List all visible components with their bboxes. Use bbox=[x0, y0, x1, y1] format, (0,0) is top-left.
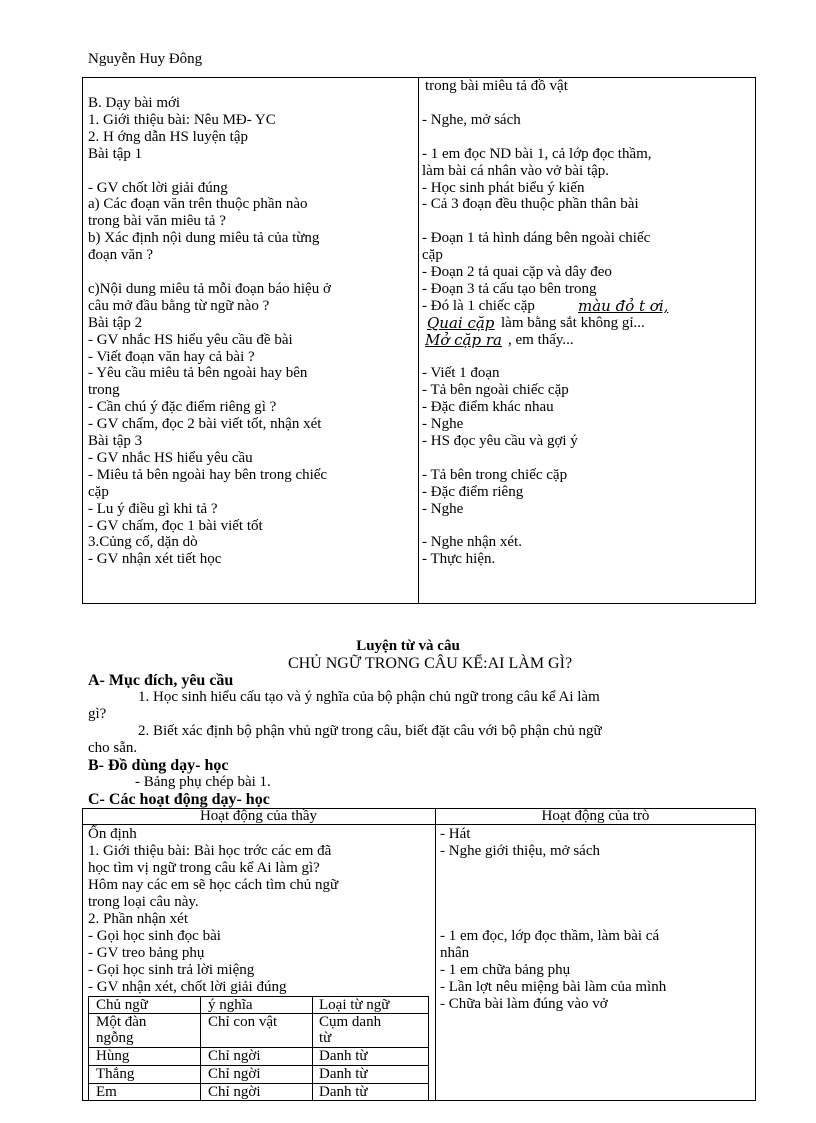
handwritten-phrase: màu đỏ t ơi, bbox=[578, 296, 669, 315]
table-2-left-line: - Gọi học sinh đọc bài bbox=[88, 928, 221, 944]
table-2-head-teacher: Hoạt động của thầy bbox=[199, 808, 318, 824]
table-2-head-student: Hoạt động của trò bbox=[541, 808, 650, 824]
table-1-right-line: - Nghe bbox=[422, 500, 464, 517]
table-1-right-line: - 1 em đọc ND bài 1, cả lớp đọc thầm, bbox=[422, 145, 652, 162]
subject-table-cell: Hùng bbox=[96, 1048, 130, 1064]
table-1-right-line: - Đó là 1 chiếc cặp bbox=[422, 297, 535, 314]
table-2-left-line: Hôm nay các em sẽ học cách tìm chủ ngữ bbox=[88, 877, 339, 893]
subject-table-cell: Chỉ con vật bbox=[208, 1014, 278, 1030]
table-1-right-line: - Đặc điểm khác nhau bbox=[422, 399, 554, 416]
table-2-right-line: - Lần lợt nêu miệng bài làm của mình bbox=[440, 979, 667, 995]
table-1-right-top-line: trong bài miêu tả đồ vật bbox=[425, 78, 568, 94]
table-1-right-line: - Tả bên ngoài chiếc cặp bbox=[422, 382, 569, 399]
table-2-right-line: - 1 em đọc, lớp đọc thầm, làm bài cá bbox=[440, 928, 660, 944]
table-1-left-line: - GV chốt lời giải đúng bbox=[88, 179, 228, 196]
table-2-header-line bbox=[82, 824, 756, 825]
table-1-left-line: câu mở đầu bằng từ ngữ nào ? bbox=[88, 297, 270, 314]
table-1-right-line: - HS đọc yêu cầu và gợi ý bbox=[422, 433, 578, 449]
subject-table-cell: ngỗng bbox=[96, 1030, 134, 1046]
subject-table-cell: từ bbox=[319, 1030, 332, 1046]
table-2-left-line: 2. Phần nhận xét bbox=[88, 911, 188, 927]
table-1-left-line: - Cần chú ý đặc điểm riêng gì ? bbox=[88, 399, 277, 416]
table-1-left-line: trong bài văn miêu tả ? bbox=[88, 213, 226, 230]
table-1-right-line: - Học sinh phát biểu ý kiến bbox=[422, 179, 585, 196]
table-2-right-line: - Nghe giới thiệu, mở sách bbox=[440, 843, 600, 859]
subject-table-cell: Danh từ bbox=[319, 1066, 368, 1082]
table-2-left-line: - GV treo bảng phụ bbox=[88, 945, 205, 961]
table-1-right-line: - Nghe, mở sách bbox=[422, 111, 521, 128]
table-1-left-line: - Miêu tả bên ngoài hay bên trong chiếc bbox=[88, 466, 328, 483]
table-1-divider bbox=[418, 77, 419, 604]
table-1-left-line: - GV nhắc HS hiểu yêu cầu bbox=[88, 449, 253, 466]
lesson-subject: Luyện từ và câu bbox=[356, 638, 460, 654]
table-1-left-line: b) Xác định nội dung miêu tả của từng bbox=[88, 230, 320, 247]
table-2-right-line: - Chữa bài làm đúng vào vở bbox=[440, 996, 608, 1012]
table-1-right-line: , em thấy... bbox=[508, 331, 574, 348]
table-2-left-line: - GV nhận xét, chốt lời giải đúng bbox=[88, 979, 287, 995]
table-1-right-line: - Nghe nhận xét. bbox=[422, 534, 522, 551]
table-1-left-line: B. Dạy bài mới bbox=[88, 95, 181, 111]
table-1-left-line: Bài tập 3 bbox=[88, 433, 143, 449]
table-1-left-line: - Yêu cầu miêu tả bên ngoài hay bên bbox=[88, 365, 308, 382]
objective-2-cont: cho sẵn. bbox=[88, 740, 138, 756]
table-2-right-line: - Hát bbox=[440, 826, 471, 842]
table-2-left-line: trong loại câu này. bbox=[88, 894, 199, 910]
subject-table-cell: Em bbox=[96, 1084, 117, 1100]
table-1-right-line: - Đoạn 2 tả quai cặp và dây đeo bbox=[422, 264, 612, 280]
table-2-right-line: nhân bbox=[440, 945, 470, 961]
subject-table-cell: Danh từ bbox=[319, 1084, 368, 1100]
subject-table-col-2 bbox=[312, 996, 313, 1101]
table-1-left-line: - GV nhắc HS hiểu yêu cầu đề bài bbox=[88, 331, 293, 348]
table-1-left-line: - GV chấm, đọc 2 bài viết tốt, nhận xét bbox=[88, 416, 322, 433]
objective-1: 1. Học sinh hiểu cấu tạo và ý nghĩa của bộ phận chủ ngữ trong câu kể Ai làm bbox=[138, 689, 600, 705]
table-1-left-line: cặp bbox=[88, 483, 109, 500]
handwritten-phrase: Mở cặp ra bbox=[425, 330, 502, 349]
table-1-right-line: - Tả bên trong chiếc cặp bbox=[422, 466, 568, 483]
table-1-left-line: 1. Giới thiệu bài: Nêu MĐ- YC bbox=[88, 111, 276, 128]
table-1-left-line: đoạn văn ? bbox=[88, 247, 153, 264]
table-1-right-line: - Cả 3 đoạn đều thuộc phần thân bài bbox=[422, 196, 639, 213]
subject-table-cell: Cụm danh bbox=[319, 1014, 382, 1030]
section-c-heading: C- Các hoạt động dạy- học bbox=[88, 791, 270, 808]
handwritten-phrase: Quai cặp bbox=[427, 313, 495, 332]
table-1-right-line: - Nghe bbox=[422, 416, 464, 433]
table-1-left-line: 3.Củng cố, dặn dò bbox=[88, 534, 198, 551]
subject-table-header: Chủ ngữ bbox=[96, 997, 148, 1013]
subject-table-header: ý nghĩa bbox=[208, 997, 253, 1013]
table-1-left-line: a) Các đoạn văn trên thuộc phần nào bbox=[88, 196, 308, 213]
table-1-right-line: làm bài cá nhân vào vở bài tập. bbox=[422, 162, 610, 179]
objective-2: 2. Biết xác định bộ phận vhủ ngữ trong câu, biết đặt câu với bộ phận chủ ngữ bbox=[138, 723, 602, 739]
table-1-left-line: - Viết đoạn văn hay cả bài ? bbox=[88, 348, 255, 365]
table-1-left-line: trong bbox=[88, 382, 120, 399]
table-2-left-line: 1. Giới thiệu bài: Bài học trớc các em đã bbox=[88, 843, 332, 859]
table-1-right-line: - Viết 1 đoạn bbox=[422, 365, 500, 382]
table-1-right-line: - Đoạn 3 tả cấu tạo bên trong bbox=[422, 280, 597, 297]
subject-table-cell: Chỉ ngời bbox=[208, 1084, 261, 1100]
author-name: Nguyễn Huy Đông bbox=[88, 51, 203, 67]
table-1-right-line: - Đặc điểm riêng bbox=[422, 483, 524, 500]
table-1-left-line: - Lu ý điều gì khi tả ? bbox=[88, 500, 218, 517]
table-1-right-line: - Đoạn 1 tả hình dáng bên ngoài chiếc bbox=[422, 230, 651, 247]
table-1-left-line: c)Nội dung miêu tả mỗi đoạn báo hiệu ở bbox=[88, 280, 331, 297]
subject-table-cell: Chỉ ngời bbox=[208, 1066, 261, 1082]
subject-table-cell: Một đàn bbox=[96, 1014, 147, 1030]
section-a-heading: A- Mục đích, yêu cầu bbox=[88, 672, 234, 689]
table-2-right-line: - 1 em chữa bảng phụ bbox=[440, 962, 571, 978]
table-1-left-line: - GV nhận xét tiết học bbox=[88, 551, 222, 568]
table-1-left-line: - GV chấm, đọc 1 bài viết tốt bbox=[88, 517, 263, 534]
subject-table-cell: Thắng bbox=[96, 1066, 135, 1082]
table-1-left-line: Bài tập 2 bbox=[88, 314, 143, 331]
table-2-left-line: học tìm vị ngữ trong câu kể Ai làm gì? bbox=[88, 860, 320, 876]
subject-table-header: Loại từ ngữ bbox=[319, 997, 390, 1013]
table-2-left-line: Ổn định bbox=[88, 826, 137, 842]
subject-table-col-1 bbox=[200, 996, 201, 1101]
materials-item: - Bảng phụ chép bài 1. bbox=[135, 774, 271, 790]
objective-1-cont: gì? bbox=[88, 706, 107, 722]
table-1-left-line: 2. H ớng dẫn HS luyện tập bbox=[88, 128, 248, 145]
table-2-divider bbox=[435, 808, 436, 1101]
subject-table-cell: Danh từ bbox=[319, 1048, 368, 1064]
table-2-left-line: - Gọi học sinh trả lời miệng bbox=[88, 962, 255, 978]
section-b-heading: B- Đồ dùng dạy- học bbox=[88, 757, 229, 774]
table-1-left-line: Bài tập 1 bbox=[88, 145, 143, 162]
table-1-right-line: - Thực hiện. bbox=[422, 551, 496, 568]
lesson-title: CHỦ NGỮ TRONG CÂU KỂ:AI LÀM GÌ? bbox=[287, 655, 573, 672]
table-1-right-line: làm bằng sắt không gỉ... bbox=[501, 314, 645, 331]
table-1-right-line: cặp bbox=[422, 247, 443, 264]
subject-table-cell: Chỉ ngời bbox=[208, 1048, 261, 1064]
